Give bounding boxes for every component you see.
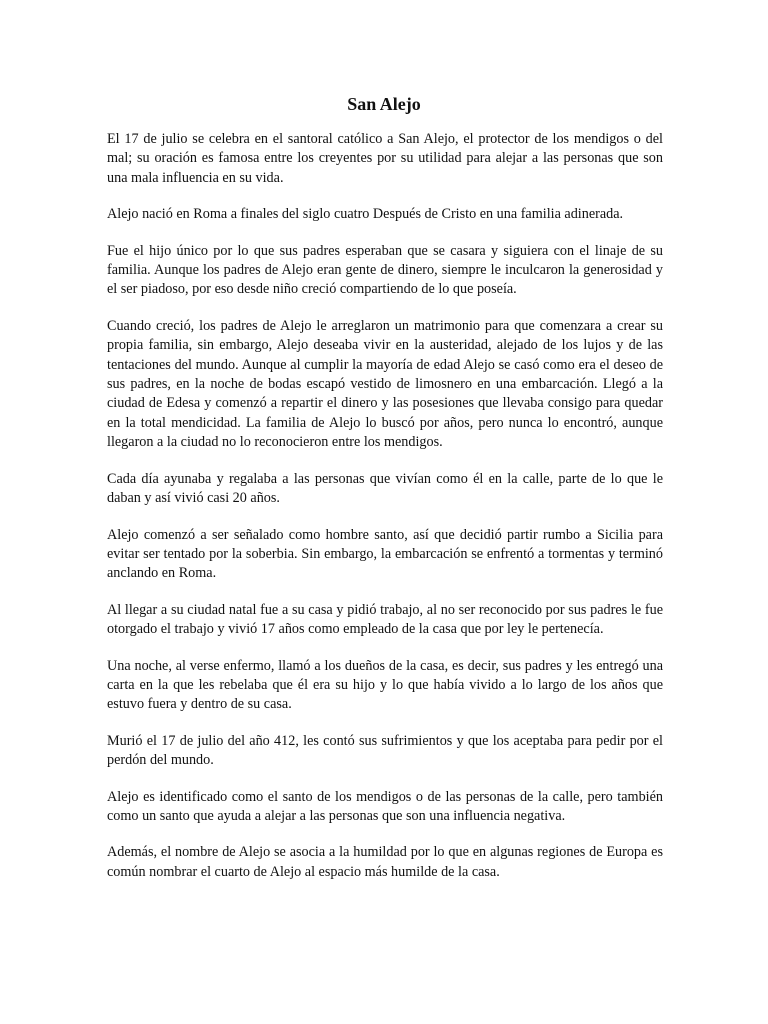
paragraph-10: Alejo es identificado como el santo de los mendigos o de las personas de la calle, pero también como un santo que ayuda a alejar a las personas que son una influencia negativa. [107, 788, 663, 824]
paragraph-1: El 17 de julio se celebra en el santoral católico a San Alejo, el protector de los mendigos o del mal; su oración es famosa entre los creyentes por su utilidad para alejar a las personas que son una mala influencia en su vida. [107, 131, 663, 186]
paragraph-6: Alejo comenzó a ser señalado como hombre santo, así que decidió partir rumbo a Sicilia para evitar ser tentado por la soberbia. Sin embargo, la embarcación se enfrentó a tormentas y terminó anclando en Roma. [107, 526, 663, 582]
paragraph-7: Al llegar a su ciudad natal fue a su casa y pidió trabajo, al no ser reconocido por sus padres le fue otorgado el trabajo y vivió 17 años como empleado de la casa que por ley le pertenecía. [107, 601, 663, 638]
paragraph-3: Fue el hijo único por lo que sus padres esperaban que se casara y siguiera con el linaje de su familia. Aunque los padres de Alejo eran gente de dinero, siempre le inculcaron la generosidad y el ser piadoso, por eso desde niño creció compartiendo de lo que poseía. [107, 242, 663, 298]
paragraph-5: Cada día ayunaba y regalaba a las personas que vivían como él en la calle, parte de lo que le daban y así vivió casi 20 años. [107, 470, 663, 507]
document-title: San Alejo [347, 94, 421, 114]
document-body [107, 130, 663, 899]
paragraph-4: Cuando creció, los padres de Alejo le arreglaron un matrimonio para que comenzara a crear su propia familia, sin embargo, Alejo deseaba vivir en la austeridad, alejado de los lujos y de las tentaciones del mundo. Aunque al cumplir la mayoría de edad Alejo se casó como era el deseo de sus padres, en la noche de bodas escapó vestido de limosnero en una embarcación. Llegó a la ciudad de Edesa y comenzó a repartir el dinero y las posesiones que llevaba consigo para quedar en la total mendicidad. La familia de Alejo lo buscó por años, pero nunca lo encontró, aunque llegaron a la ciudad no lo reconocieron entre los mendigos. [107, 317, 663, 451]
paragraph-2: Alejo nació en Roma a finales del siglo cuatro Después de Cristo en una familia adinerada. [107, 206, 624, 223]
paragraph-9: Murió el 17 de julio del año 412, les contó sus sufrimientos y que los aceptaba para pedir por el perdón del mundo. [107, 732, 663, 769]
paragraph-8: Una noche, al verse enfermo, llamó a los dueños de la casa, es decir, sus padres y les entregó una carta en la que les rebelaba que él era su hijo y lo que había vivido a lo largo de los años que estuvo fuera y dentro de su casa. [107, 657, 663, 713]
paragraph-11: Además, el nombre de Alejo se asocia a la humildad por lo que en algunas regiones de Europa es común nombrar el cuarto de Alejo al espacio más humilde de la casa. [107, 844, 663, 880]
